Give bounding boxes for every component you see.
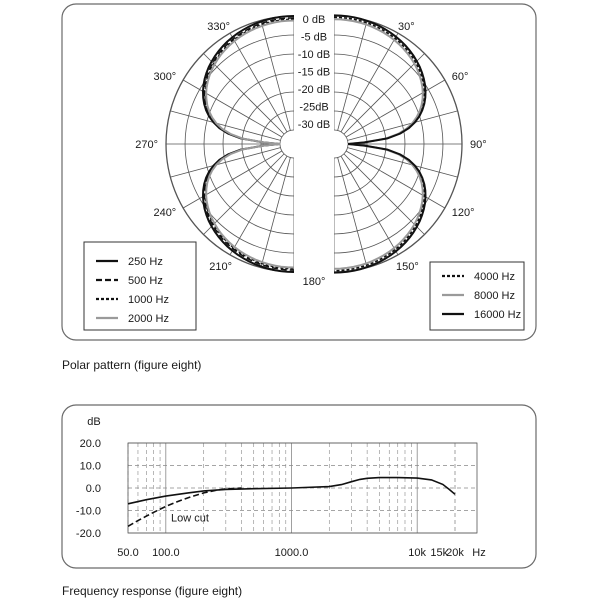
legend-label: 500 Hz bbox=[128, 275, 163, 287]
angle-label-120: 120° bbox=[451, 207, 475, 219]
frequency-caption: Frequency response (figure eight) bbox=[62, 584, 243, 598]
angle-label-240: 240° bbox=[153, 207, 177, 219]
y-tick-label: 20.0 bbox=[79, 438, 101, 450]
angle-label-270: 270° bbox=[135, 139, 158, 151]
db-label: -25dB bbox=[299, 101, 329, 114]
angle-label-300: 300° bbox=[153, 71, 177, 83]
db-label: -5 dB bbox=[300, 31, 328, 44]
db-label: -10 dB bbox=[297, 49, 331, 61]
angle-label-60: 60° bbox=[451, 71, 469, 83]
y-tick-label: 10.0 bbox=[79, 460, 101, 473]
legend-label: 2000 Hz bbox=[128, 313, 169, 325]
angle-label-180: 180° bbox=[302, 276, 326, 288]
polar-caption: Polar pattern (figure eight) bbox=[62, 358, 202, 372]
legend-label: 1000 Hz bbox=[128, 294, 169, 306]
y-tick-label: -20.0 bbox=[75, 528, 101, 540]
low-cut-annotation: Low cut bbox=[171, 512, 209, 525]
db-label: -30 dB bbox=[297, 119, 331, 131]
x-tick-label: 15k bbox=[430, 547, 449, 559]
frequency-panel-frame bbox=[62, 405, 536, 568]
x-tick-label: 50.0 bbox=[117, 547, 139, 559]
x-axis-unit: Hz bbox=[472, 547, 486, 559]
legend-right bbox=[430, 262, 524, 330]
angle-label-210: 210° bbox=[209, 260, 232, 273]
legend-label: 250 Hz bbox=[128, 256, 163, 268]
y-tick-label: -10.0 bbox=[75, 505, 101, 518]
x-tick-label: 20k bbox=[446, 547, 464, 559]
angle-label-30: 30° bbox=[398, 21, 415, 34]
legend-left bbox=[84, 242, 196, 330]
legend-label: 4000 Hz bbox=[474, 271, 515, 283]
angle-label-330: 330° bbox=[207, 21, 230, 34]
x-tick-label: 1000.0 bbox=[274, 547, 309, 559]
db-label: -15 dB bbox=[297, 66, 331, 79]
db-scale-labels bbox=[298, 14, 330, 131]
y-tick-label: 0.0 bbox=[85, 483, 101, 495]
x-tick-label: 100.0 bbox=[152, 547, 180, 559]
legend-label: 16000 Hz bbox=[474, 309, 522, 321]
angle-label-90: 90° bbox=[470, 139, 487, 151]
db-label: -20 dB bbox=[297, 84, 331, 96]
x-tick-label: 10k bbox=[408, 547, 427, 559]
legend-label: 8000 Hz bbox=[474, 290, 515, 302]
angle-label-150: 150° bbox=[396, 260, 419, 273]
db-label: 0 dB bbox=[302, 14, 326, 26]
y-axis-unit: dB bbox=[87, 416, 101, 428]
